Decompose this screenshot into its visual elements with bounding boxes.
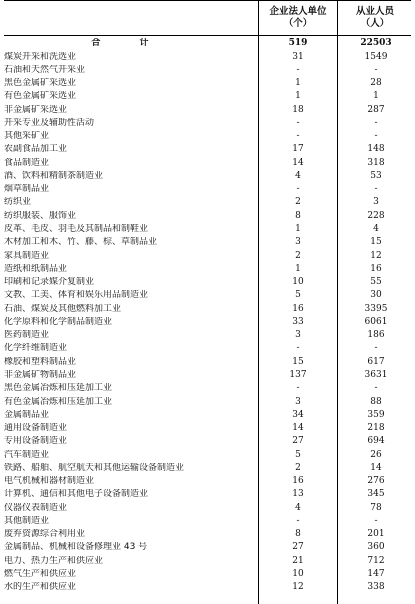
industry-name: 医药制造业 bbox=[4, 330, 50, 341]
table-row bbox=[4, 357, 411, 369]
employees-value: 228 bbox=[367, 210, 385, 221]
table-row bbox=[4, 476, 411, 488]
total-units: 519 bbox=[288, 38, 308, 48]
employees-value: 186 bbox=[367, 330, 385, 341]
units-value: 27 bbox=[292, 436, 304, 447]
table-row bbox=[4, 516, 411, 528]
units-value: 12 bbox=[292, 582, 304, 593]
employees-value: - bbox=[374, 515, 378, 526]
table-row bbox=[4, 290, 411, 302]
units-value: 3 bbox=[295, 237, 301, 248]
industry-name: 木材加工和木、竹、藤、棕、草制品业 bbox=[4, 237, 158, 248]
table-row bbox=[4, 251, 411, 263]
table-row bbox=[4, 171, 411, 183]
industry-name: 有色金属冶炼和压延加工业 bbox=[4, 396, 113, 407]
employees-value: 147 bbox=[367, 569, 385, 580]
employees-value: 201 bbox=[367, 529, 385, 540]
units-value: 34 bbox=[292, 409, 304, 420]
employees-value: 712 bbox=[367, 555, 385, 566]
units-value: - bbox=[296, 383, 300, 394]
employees-value: 53 bbox=[370, 170, 382, 181]
table-row bbox=[4, 556, 411, 568]
industry-name: 非金属矿采选业 bbox=[4, 104, 68, 115]
table-row bbox=[4, 131, 411, 143]
table-row bbox=[4, 91, 411, 103]
units-value: - bbox=[296, 515, 300, 526]
header-units-unit: （个） bbox=[283, 18, 313, 29]
header-units bbox=[260, 6, 336, 30]
employees-value: 3 bbox=[373, 197, 379, 208]
table-row bbox=[4, 383, 411, 395]
industry-name: 金属制品、机械和设备修理业 43 号 bbox=[4, 542, 148, 553]
units-value: - bbox=[296, 343, 300, 354]
units-value: - bbox=[296, 184, 300, 195]
header-units-title: 企业法人单位 bbox=[269, 6, 327, 17]
industry-name: 印刷和记录媒介复制业 bbox=[4, 277, 95, 288]
industry-name: 石油、煤炭及其他燃料加工业 bbox=[4, 303, 122, 314]
employees-value: 6061 bbox=[364, 316, 388, 327]
units-value: 14 bbox=[292, 157, 304, 168]
employees-value: 345 bbox=[367, 489, 385, 500]
employees-value: 694 bbox=[367, 436, 385, 447]
header-bottom-rule bbox=[4, 35, 411, 36]
employees-value: 26 bbox=[370, 449, 382, 460]
industry-name: 其他采矿业 bbox=[4, 131, 50, 142]
table-row bbox=[4, 436, 411, 448]
industry-name: 汽车制造业 bbox=[4, 449, 50, 460]
employees-value: 1549 bbox=[364, 51, 388, 62]
industry-name: 化学原料和化学制品制造业 bbox=[4, 316, 113, 327]
header-employees-title: 从业人员 bbox=[355, 6, 394, 17]
employees-value: 15 bbox=[370, 237, 382, 248]
industry-name: 文教、工美、体育和娱乐用品制造业 bbox=[4, 290, 149, 301]
units-value: 2 bbox=[295, 197, 301, 208]
employees-value: 218 bbox=[367, 423, 385, 434]
industry-name: 仪器仪表制造业 bbox=[4, 502, 68, 513]
employees-value: 78 bbox=[370, 502, 382, 513]
total-label: 合 计 bbox=[91, 38, 167, 48]
employees-value: 359 bbox=[367, 409, 385, 420]
table-row bbox=[4, 118, 411, 130]
header-employees bbox=[339, 6, 411, 30]
units-value: 18 bbox=[292, 104, 304, 115]
table-row bbox=[4, 582, 411, 594]
employees-value: 14 bbox=[370, 462, 382, 473]
industry-name: 燃气生产和供应业 bbox=[4, 569, 77, 580]
table-row bbox=[4, 397, 411, 409]
units-value: 1 bbox=[295, 78, 301, 89]
units-value: 2 bbox=[295, 250, 301, 261]
employees-value: 148 bbox=[367, 144, 385, 155]
industry-name: 电力、热力生产和供应业 bbox=[4, 555, 104, 566]
table-row bbox=[4, 463, 411, 475]
table-row bbox=[4, 224, 411, 236]
table-row bbox=[4, 65, 411, 77]
units-value: 8 bbox=[295, 210, 301, 221]
industry-name: 石油和天然气开采业 bbox=[4, 64, 86, 75]
table-row bbox=[4, 197, 411, 209]
industry-name: 金属制品业 bbox=[4, 409, 50, 420]
units-value: 10 bbox=[292, 569, 304, 580]
units-value: 10 bbox=[292, 277, 304, 288]
table-row bbox=[4, 184, 411, 196]
employees-value: 338 bbox=[367, 582, 385, 593]
units-value: 16 bbox=[292, 476, 304, 487]
employees-value: - bbox=[374, 383, 378, 394]
industry-name: 烟草制品业 bbox=[4, 184, 50, 195]
table-row bbox=[4, 304, 411, 316]
employees-value: - bbox=[374, 184, 378, 195]
units-value: 14 bbox=[292, 423, 304, 434]
industry-name: 黑色金属冶炼和压延加工业 bbox=[4, 383, 113, 394]
industry-name: 电气机械和器材制造业 bbox=[4, 476, 95, 487]
units-value: 137 bbox=[289, 369, 307, 380]
units-value: - bbox=[296, 64, 300, 75]
industry-name: 开采专业及辅助性活动 bbox=[4, 117, 95, 128]
table-row bbox=[4, 343, 411, 355]
units-value: 21 bbox=[292, 555, 304, 566]
industry-name: 农副食品加工业 bbox=[4, 144, 68, 155]
table-row bbox=[4, 158, 411, 170]
employees-value: 12 bbox=[370, 250, 382, 261]
units-value: 4 bbox=[295, 502, 301, 513]
units-value: 5 bbox=[295, 290, 301, 301]
units-value: 1 bbox=[295, 91, 301, 102]
employees-value: 3395 bbox=[364, 303, 388, 314]
employees-value: - bbox=[374, 64, 378, 75]
table-row bbox=[4, 237, 411, 249]
employees-value: 360 bbox=[367, 542, 385, 553]
industry-name: 家具制造业 bbox=[4, 250, 50, 261]
units-value: 15 bbox=[292, 356, 304, 367]
industry-name: 计算机、通信和其他电子设备制造业 bbox=[4, 489, 149, 500]
units-value: 3 bbox=[295, 396, 301, 407]
units-value: 16 bbox=[292, 303, 304, 314]
industry-name: 水的生产和供应业 bbox=[4, 582, 77, 593]
industry-name: 纺织业 bbox=[4, 197, 32, 208]
industry-name: 废弃资源综合利用业 bbox=[4, 529, 86, 540]
table-row bbox=[4, 317, 411, 329]
table-row bbox=[4, 52, 411, 64]
table-row bbox=[4, 105, 411, 117]
employees-value: 28 bbox=[370, 78, 382, 89]
industry-name: 酒、饮料和精制茶制造业 bbox=[4, 170, 104, 181]
table-row bbox=[4, 542, 411, 554]
industry-name: 通用设备制造业 bbox=[4, 423, 68, 434]
employees-value: 55 bbox=[370, 277, 382, 288]
employees-value: 3631 bbox=[364, 369, 388, 380]
industry-name: 黑色金属矿采选业 bbox=[4, 78, 77, 89]
industry-name: 食品制造业 bbox=[4, 157, 50, 168]
table-row bbox=[4, 423, 411, 435]
employees-value: 30 bbox=[370, 290, 382, 301]
units-value: 31 bbox=[292, 51, 304, 62]
industry-name: 非金属矿物制品业 bbox=[4, 369, 77, 380]
table-row bbox=[4, 211, 411, 223]
industry-name: 橡胶和塑料制品业 bbox=[4, 356, 77, 367]
employees-value: 4 bbox=[373, 224, 379, 234]
employees-value: - bbox=[374, 117, 378, 128]
units-value: - bbox=[296, 131, 300, 142]
employees-value: 16 bbox=[370, 263, 382, 274]
units-value: - bbox=[296, 117, 300, 128]
employees-value: 617 bbox=[367, 356, 385, 367]
header-employees-unit: （人） bbox=[360, 18, 390, 29]
employees-value: - bbox=[374, 343, 378, 354]
total-row bbox=[4, 38, 411, 50]
employees-value: 88 bbox=[370, 396, 382, 407]
table-row bbox=[4, 503, 411, 515]
industry-name: 铁路、船舶、航空航天和其他运输设备制造业 bbox=[4, 462, 185, 473]
table-row bbox=[4, 569, 411, 581]
units-value: 5 bbox=[295, 449, 301, 460]
units-value: 2 bbox=[295, 462, 301, 473]
industry-name: 造纸和纸制品业 bbox=[4, 263, 68, 274]
table-row bbox=[4, 78, 411, 90]
units-value: 13 bbox=[292, 489, 304, 500]
units-value: 1 bbox=[295, 263, 301, 274]
industry-name: 其他制造业 bbox=[4, 515, 50, 526]
industry-name: 有色金属矿采选业 bbox=[4, 91, 77, 102]
units-value: 1 bbox=[295, 224, 301, 234]
table-row bbox=[4, 489, 411, 501]
employees-value: 318 bbox=[367, 157, 385, 168]
units-value: 3 bbox=[295, 330, 301, 341]
units-value: 8 bbox=[295, 529, 301, 540]
employees-value: - bbox=[374, 131, 378, 142]
units-value: 27 bbox=[292, 542, 304, 553]
units-value: 33 bbox=[292, 316, 304, 327]
employees-value: 1 bbox=[373, 91, 379, 102]
table-row bbox=[4, 264, 411, 276]
employees-value: 276 bbox=[367, 476, 385, 487]
table-row bbox=[4, 330, 411, 342]
table-top-rule bbox=[4, 0, 411, 1]
industry-name: 专用设备制造业 bbox=[4, 436, 68, 447]
table-row bbox=[4, 144, 411, 156]
industry-name: 化学纤维制造业 bbox=[4, 343, 68, 354]
table-row bbox=[4, 450, 411, 462]
employees-value: 287 bbox=[367, 104, 385, 115]
table-row bbox=[4, 370, 411, 382]
units-value: 17 bbox=[292, 144, 304, 155]
table-row bbox=[4, 410, 411, 422]
units-value: 4 bbox=[295, 170, 301, 181]
industry-name: 煤炭开采和洗选业 bbox=[4, 51, 77, 62]
table-row bbox=[4, 529, 411, 541]
industry-name: 皮革、毛皮、羽毛及其制品和制鞋业 bbox=[4, 224, 149, 234]
total-employees: 22503 bbox=[360, 38, 392, 48]
table-row bbox=[4, 277, 411, 289]
industry-name: 纺织服装、服饰业 bbox=[4, 210, 77, 221]
